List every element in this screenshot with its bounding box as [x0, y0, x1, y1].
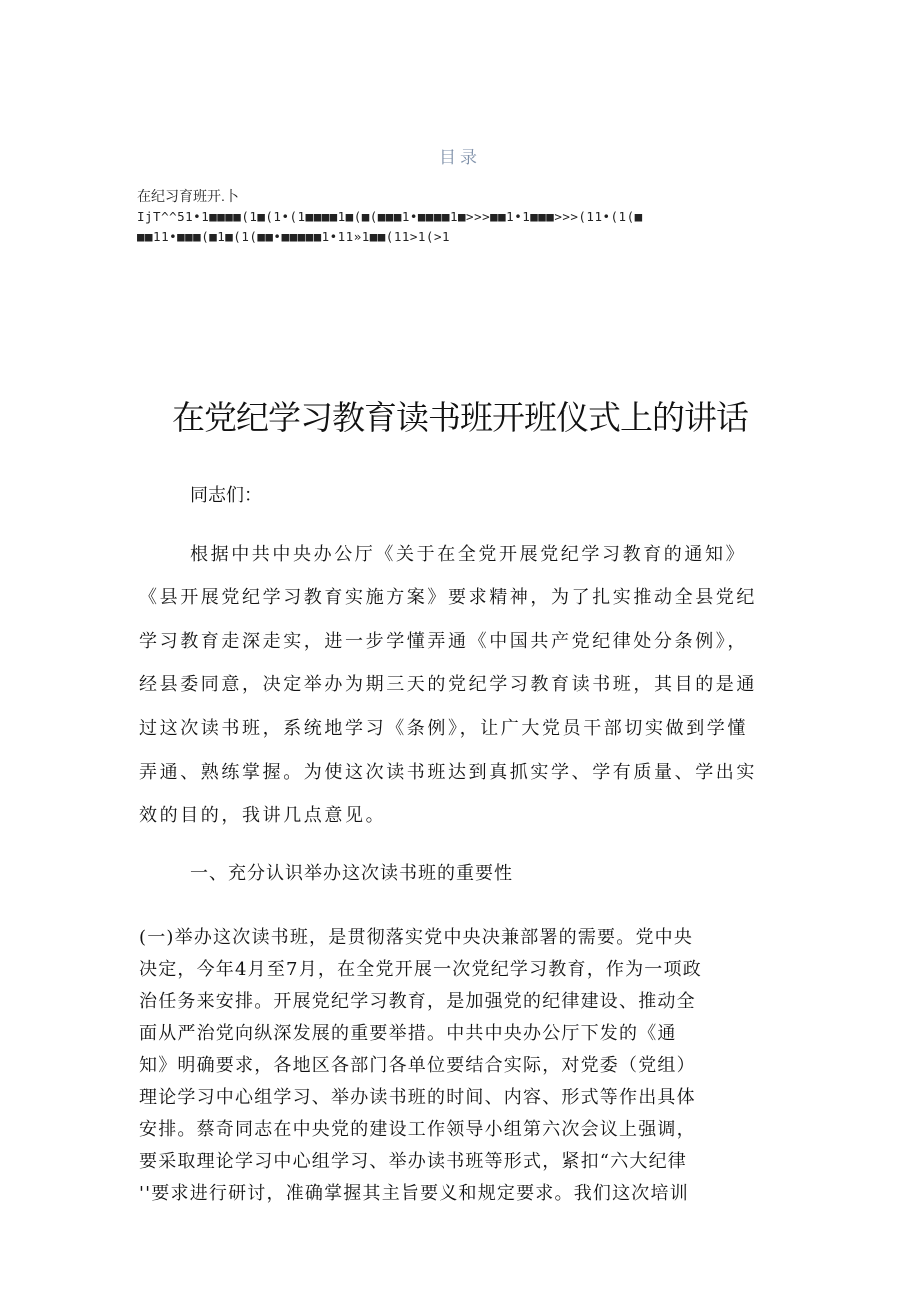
toc-garbled-line: IjT^^51•1■■■■(1■(1•(1■■■■1■(■(■■■1•■■■■1■>>>■■1•1■■■>>>(11•(1(■	[137, 209, 643, 224]
document-title: 在党纪学习教育读书班开班仪式上的讲话	[172, 398, 748, 437]
paragraph-line: ''要求进行研讨，准确掌握其主旨要义和规定要求。我们这次培训	[139, 1183, 689, 1204]
section-heading: 一、充分认识举办这次读书班的重要性	[190, 863, 513, 884]
paragraph-line: 治任务来安排。开展党纪学习教育，是加强党的纪律建设、推动全	[139, 991, 696, 1012]
paragraph-line: 《县开展党纪学习教育实施方案》要求精神，为了扎实推动全县党纪	[139, 587, 757, 608]
paragraph-line: 决定，今年4月至7月，在全党开展一次党纪学习教育，作为一项政	[139, 959, 702, 980]
toc-entry[interactable]: 在纪习育班开.卜	[137, 188, 239, 204]
paragraph-line: 要采取理论学习中心组学习、举办读书班等形式，紧扣“六大纪律	[139, 1151, 687, 1172]
paragraph-line: (一)举办这次读书班，是贯彻落实党中央决兼部署的需要。党中央	[139, 927, 694, 948]
salutation: 同志们：	[190, 485, 262, 506]
paragraph-line: 根据中共中央办公厅《关于在全党开展党纪学习教育的通知》	[190, 544, 747, 565]
paragraph-line: 理论学习中心组学习、举办读书班的时间、内容、形式等作出具体	[139, 1087, 696, 1108]
paragraph-line: 安排。蔡奇同志在中央党的建设工作领导小组第六次会议上强调，	[139, 1119, 696, 1140]
toc-garbled-line: ■■11•■■■(■1■(1(■■•■■■■■1•11»1■■(11>1(>1	[137, 229, 450, 244]
paragraph-line: 弄通、熟练掌握。为使这次读书班达到真抓实学、学有质量、学出实	[139, 762, 757, 783]
toc-title: 目录	[439, 148, 481, 168]
paragraph-line: 学习教育走深走实，进一步学懂弄通《中国共产党纪律处分条例》，	[139, 631, 748, 652]
paragraph-line: 知》明确要求，各地区各部门各单位要结合实际，对党委（党组）	[139, 1055, 696, 1076]
paragraph-line: 面从严治党向纵深发展的重要举措。中共中央办公厅下发的《通	[139, 1023, 677, 1044]
paragraph-line: 过这次读书班，系统地学习《条例》，让广大党员干部切实做到学懂	[139, 718, 748, 739]
paragraph-line: 效的目的，我讲几点意见。	[139, 805, 387, 826]
paragraph-line: 经县委同意，决定举办为期三天的党纪学习教育读书班，其目的是通	[139, 674, 757, 695]
